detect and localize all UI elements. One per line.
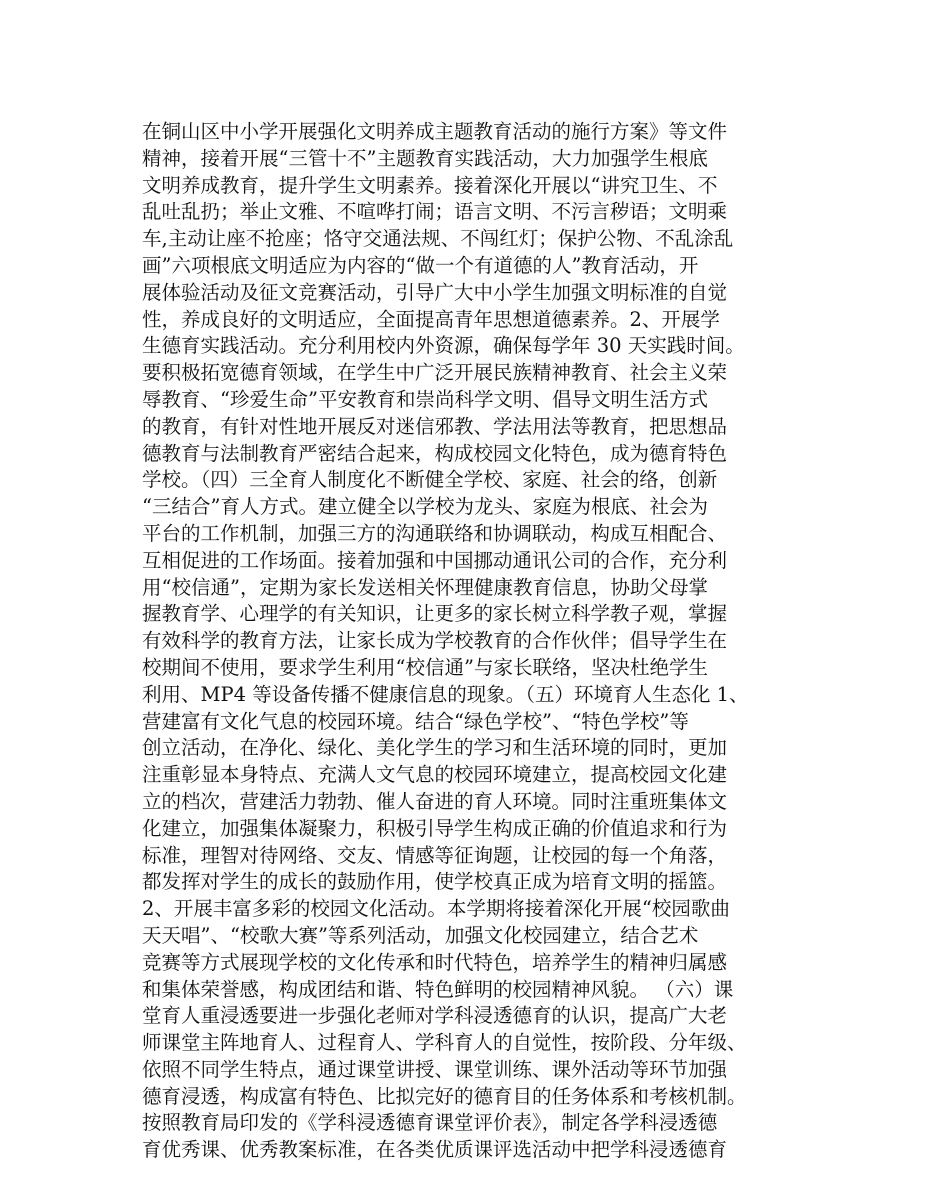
text-line: 竞赛等方式展现学校的文化传承和时代特色，培养学生的精神归属感 (142, 950, 728, 974)
text-line: 校期间不使用，要求学生利用“校信通”与家长联络，坚决杜绝学生 (142, 655, 708, 679)
text-line: 辱教育、“珍爱生命”平安教育和崇尚科学文明、倡导文明生活方式 (142, 387, 708, 411)
text-line: 依照不同学生特点，通过课堂讲授、课堂训练、课外活动等环节加强 (142, 1057, 728, 1081)
text-line: 用“校信通”，定期为家长发送相关怀理健康教育信息，协助父母掌 (142, 575, 708, 599)
text-line: 的教育，有针对性地开展反对迷信邪教、学法用法等教育，把思想品 (142, 414, 728, 438)
text-line: 和集体荣誉感，构成团结和谐、特色鲜明的校园精神风貌。 （六）课 (142, 977, 734, 1001)
text-line: 德教育与法制教育严密结合起来，构成校园文化特色，成为德育特色 (142, 441, 728, 465)
text-line: 注重彰显本身特点、充满人文气息的校园环境建立，提高校园文化建 (142, 763, 728, 787)
text-line: 按照教育局印发的《学科浸透德育课堂评价表》，制定各学科浸透德 (142, 1111, 718, 1135)
text-line: 都发挥对学生的成长的鼓励作用，使学校真正成为培育文明的摇篮。 (142, 870, 728, 894)
text-line: 要积极拓宽德育领域，在学生中广泛开展民族精神教育、社会主义荣 (142, 361, 728, 385)
text-line: 生德育实践活动。充分利用校内外资源，确保每学年 30 天实践时间。 (142, 334, 745, 358)
text-line: 立的档次，营建活力勃勃、催人奋进的育人环境。同时注重班集体文 (142, 789, 728, 813)
text-line: 利用、MP4 等设备传播不健康信息的现象。（五）环境育人生态化 1、 (142, 682, 749, 706)
text-line: 在铜山区中小学开展强化文明养成主题教育活动的施行方案》等文件 (142, 120, 728, 143)
text-line: 营建富有文化气息的校园环境。结合“绿色学校”、“特色学校”等 (142, 709, 689, 733)
text-line: 展体验活动及征文竞赛活动，引导广大中小学生加强文明标准的自觉 (142, 280, 728, 304)
text-line: 性，养成良好的文明适应，全面提高青年思想道德素养。2、开展学 (142, 307, 720, 331)
text-line: 画”六项根底文明适应为内容的“做一个有道德的人”教育活动，开 (142, 253, 699, 277)
text-line: 学校。（四）三全育人制度化不断健全学校、家庭、社会的络，创新 (142, 468, 718, 492)
text-line: 化建立，加强集体凝聚力，积极引导学生构成正确的价值追求和行为 (142, 816, 728, 840)
text-line: “三结合”育人方式。建立健全以学校为龙头、家庭为根底、社会为 (142, 495, 708, 519)
text-line: 师课堂主阵地育人、过程育人、学科育人的自觉性，按阶段、分年级、 (142, 1031, 747, 1055)
text-line: 创立活动，在净化、绿化、美化学生的学习和生活环境的同时，更加 (142, 736, 728, 760)
text-line: 天天唱”、“校歌大赛”等系列活动，加强文化校园建立，结合艺术 (142, 923, 699, 947)
text-line: 育优秀课、优秀教案标准，在各类优质课评选活动中把学科浸透德育 (142, 1138, 728, 1162)
text-line: 堂育人重浸透要进一步强化老师对学科浸透德育的认识，提高广大老 (142, 1004, 728, 1028)
text-line: 精神，接着开展“三管十不”主题教育实践活动，大力加强学生根底 (142, 146, 708, 170)
text-line: 标准，理智对待网络、交友、情感等征询题，让校园的每一个角落， (142, 843, 728, 867)
text-line: 文明养成教育，提升学生文明素养。接着深化开展以“讲究卫生、不 (142, 173, 718, 197)
text-line: 乱吐乱扔；举止文雅、不喧哗打闹；语言文明、不污言秽语；文明乘 (142, 200, 728, 224)
text-line: 2、开展丰富多彩的校园文化活动。本学期将接着深化开展“校园歌曲 (142, 897, 730, 921)
text-line: 平台的工作机制，加强三方的沟通联络和协调联动，构成互相配合、 (142, 521, 728, 545)
text-line: 德育浸透，构成富有特色、比拟完好的德育目的任务体系和考核机制。 (142, 1084, 747, 1108)
text-line: 互相促进的工作场面。接着加强和中国挪动通讯公司的合作，充分利 (142, 548, 728, 572)
text-line: 车,主动让座不抢座；恪守交通法规、不闯红灯；保护公物、不乱涂乱 (142, 227, 734, 251)
text-line: 有效科学的教育方法，让家长成为学校教育的合作伙伴；倡导学生在 (142, 629, 728, 653)
text-line: 握教育学、心理学的有关知识，让更多的家长树立科学教子观，掌握 (142, 602, 728, 626)
body-text (142, 119, 832, 1164)
